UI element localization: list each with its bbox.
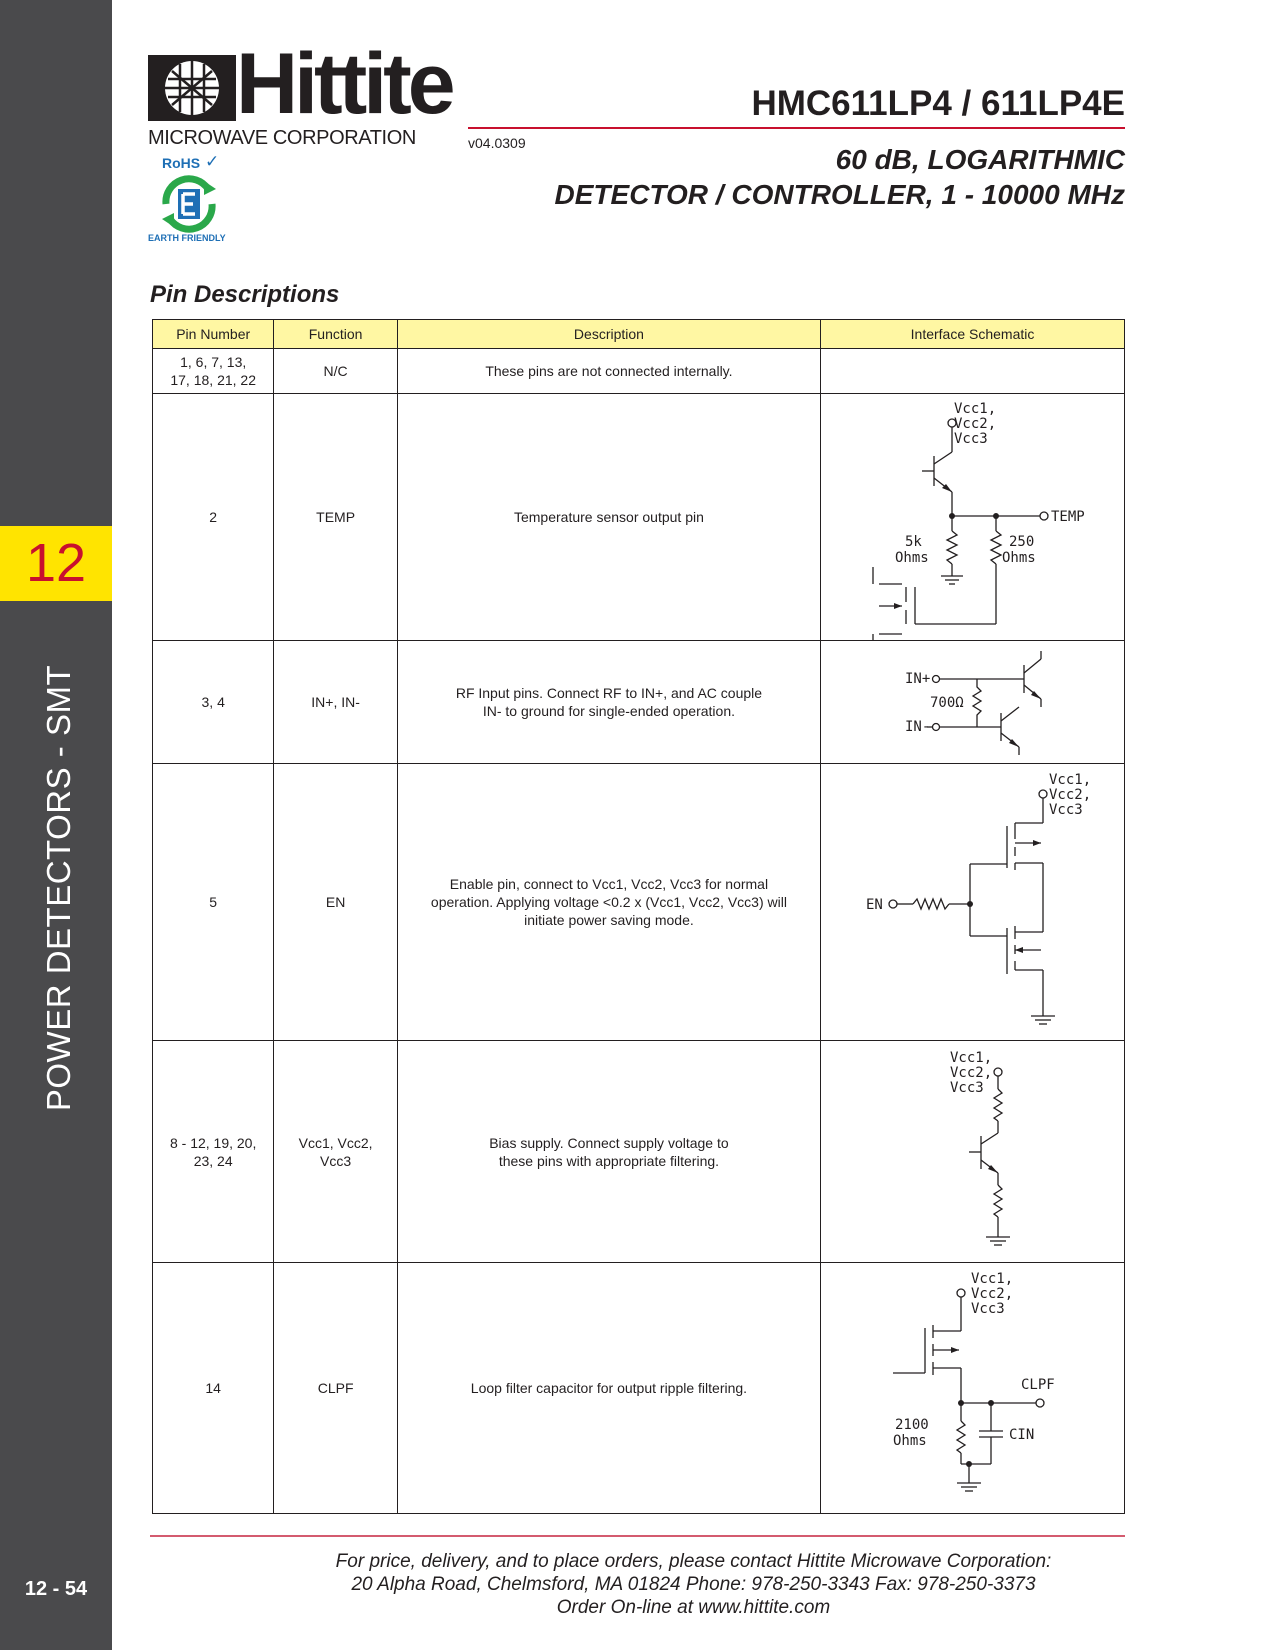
function-cell	[274, 1041, 398, 1263]
description-line: RF Input pins. Connect RF to IN+, and AC couple	[455, 685, 763, 701]
vcc-label-2: Vcc2,	[954, 416, 997, 432]
resistor-value-label: 5k	[905, 534, 922, 550]
description-cell	[397, 641, 820, 764]
hittite-logo	[148, 36, 458, 151]
in-plus-label: IN+	[905, 671, 931, 687]
schematic-cell	[821, 1263, 1125, 1514]
part-number: HMC611LP4 / 611LP4E	[751, 84, 1125, 123]
resistor-unit-label: Ohms	[1002, 550, 1036, 566]
table-row	[153, 641, 1125, 764]
pin-number-cell: 14	[153, 1263, 274, 1514]
globe-logo-icon	[148, 55, 236, 121]
description-cell: Loop filter capacitor for output ripple filtering.	[397, 1263, 820, 1514]
pin-number-cell: 3, 4	[153, 641, 274, 764]
rf-input-schematic	[831, 641, 1114, 763]
header-pin-number: Pin Number	[153, 320, 274, 349]
description-line: Enable pin, connect to Vcc1, Vcc2, Vcc3 for normal	[449, 876, 769, 892]
page-number: 12 - 54	[24, 1578, 88, 1600]
table-row	[153, 394, 1125, 641]
description-line: Bias supply. Connect supply voltage to	[489, 1134, 729, 1151]
sidebar	[0, 0, 112, 1650]
en-label: EN	[866, 897, 883, 913]
pin-line: 17, 18, 21, 22	[170, 372, 256, 388]
function-line: Vcc1, Vcc2,	[298, 1134, 373, 1151]
pin-number-cell	[153, 1041, 274, 1263]
rohs-badge	[148, 152, 232, 245]
earth-friendly-label: EARTH FRIENDLY	[148, 233, 226, 243]
bias-supply-schematic	[831, 1041, 1114, 1262]
table-row	[153, 1041, 1125, 1263]
pin-line: 1, 6, 7, 13,	[180, 354, 247, 370]
footer-divider	[150, 1535, 1125, 1537]
function-line: Vcc3	[320, 1152, 352, 1169]
footer-line-3: Order On-line at www.hittite.com	[556, 1597, 831, 1618]
description-cell	[397, 764, 820, 1041]
vcc-label-1: Vcc1,	[950, 1050, 993, 1066]
resistor-unit-label: Ohms	[895, 550, 929, 566]
description-line: IN- to ground for single-ended operation.	[482, 703, 736, 719]
description-cell: These pins are not connected internally.	[397, 349, 820, 394]
header-description: Description	[397, 320, 820, 349]
checkmark-icon: ✓	[205, 152, 220, 171]
section-title: Pin Descriptions	[150, 281, 340, 308]
schematic-cell	[821, 1041, 1125, 1263]
version: v04.0309	[468, 135, 526, 151]
description-line: initiate power saving mode.	[524, 912, 694, 928]
resistor-value-label: 700Ω	[930, 695, 964, 711]
subtitle-line-1: 60 dB, LOGARITHMIC	[835, 144, 1125, 175]
resistor-value-label: 250	[1009, 534, 1035, 550]
function-cell: IN+, IN-	[274, 641, 398, 764]
vcc-label-3: Vcc3	[971, 1301, 1005, 1317]
rohs-label: RoHS	[162, 155, 201, 171]
resistor-unit-label: Ohms	[893, 1433, 927, 1449]
resistor-value-label: 2100	[895, 1417, 929, 1433]
header-interface-schematic: Interface Schematic	[821, 320, 1125, 349]
pin-number-cell: 5	[153, 764, 274, 1041]
description-line: these pins with appropriate filtering.	[498, 1152, 720, 1169]
pin-number-cell: 2	[153, 394, 274, 641]
schematic-cell	[821, 349, 1125, 394]
table-row	[153, 1263, 1125, 1514]
vcc-label-2: Vcc2,	[950, 1065, 993, 1081]
vcc-label-3: Vcc3	[1049, 802, 1083, 818]
logo-wordmark: Hittite	[236, 36, 452, 132]
chapter-number: 12	[0, 526, 112, 601]
vcc-label-1: Vcc1,	[971, 1271, 1014, 1287]
vcc-label-3: Vcc3	[954, 431, 988, 447]
schematic-cell	[821, 641, 1125, 764]
description-cell: Temperature sensor output pin	[397, 394, 820, 641]
table-header-row	[153, 320, 1125, 349]
function-cell: CLPF	[274, 1263, 398, 1514]
recycle-e-icon	[156, 175, 222, 233]
vcc-label-1: Vcc1,	[954, 401, 997, 417]
function-cell: N/C	[274, 349, 398, 394]
clpf-output-label: CLPF	[1021, 1377, 1055, 1393]
pin-line: 23, 24	[193, 1152, 233, 1169]
schematic-cell	[821, 764, 1125, 1041]
product-subtitle	[555, 142, 1125, 212]
vcc-label-1: Vcc1,	[1049, 772, 1092, 788]
enable-schematic	[831, 764, 1114, 1040]
footer-line-1: For price, delivery, and to place orders, please contact Hittite Microwave Corporation:	[335, 1551, 1052, 1572]
temp-schematic	[831, 394, 1114, 640]
pin-line: 8 - 12, 19, 20,	[169, 1134, 257, 1151]
description-line: operation. Applying voltage <0.2 x (Vcc1, Vcc2, Vcc3) will	[430, 894, 787, 910]
footer	[112, 1550, 1275, 1619]
table-row	[153, 349, 1125, 394]
table-row	[153, 764, 1125, 1041]
temp-output-label: TEMP	[1051, 509, 1085, 525]
function-cell: EN	[274, 764, 398, 1041]
vcc-label-2: Vcc2,	[971, 1286, 1014, 1302]
vcc-label-3: Vcc3	[950, 1080, 984, 1096]
subtitle-line-2: DETECTOR / CONTROLLER, 1 - 10000 MHz	[554, 179, 1125, 210]
vcc-label-2: Vcc2,	[1049, 787, 1092, 803]
function-cell: TEMP	[274, 394, 398, 641]
logo-corporation: MICROWAVE CORPORATION	[148, 127, 416, 149]
capacitor-label: CIN	[1009, 1427, 1035, 1443]
pin-descriptions-table	[152, 319, 1125, 1514]
header-divider	[468, 127, 1125, 129]
section-side-label: POWER DETECTORS - SMT	[40, 664, 77, 1112]
pin-number-cell	[153, 349, 274, 394]
footer-line-2: 20 Alpha Road, Chelmsford, MA 01824 Phone: 978-250-3343 Fax: 978-250-3373	[351, 1574, 1036, 1595]
description-cell	[397, 1041, 820, 1263]
header-function: Function	[274, 320, 398, 349]
schematic-cell	[821, 394, 1125, 641]
clpf-schematic	[831, 1263, 1114, 1513]
in-minus-label: IN-	[905, 719, 931, 735]
